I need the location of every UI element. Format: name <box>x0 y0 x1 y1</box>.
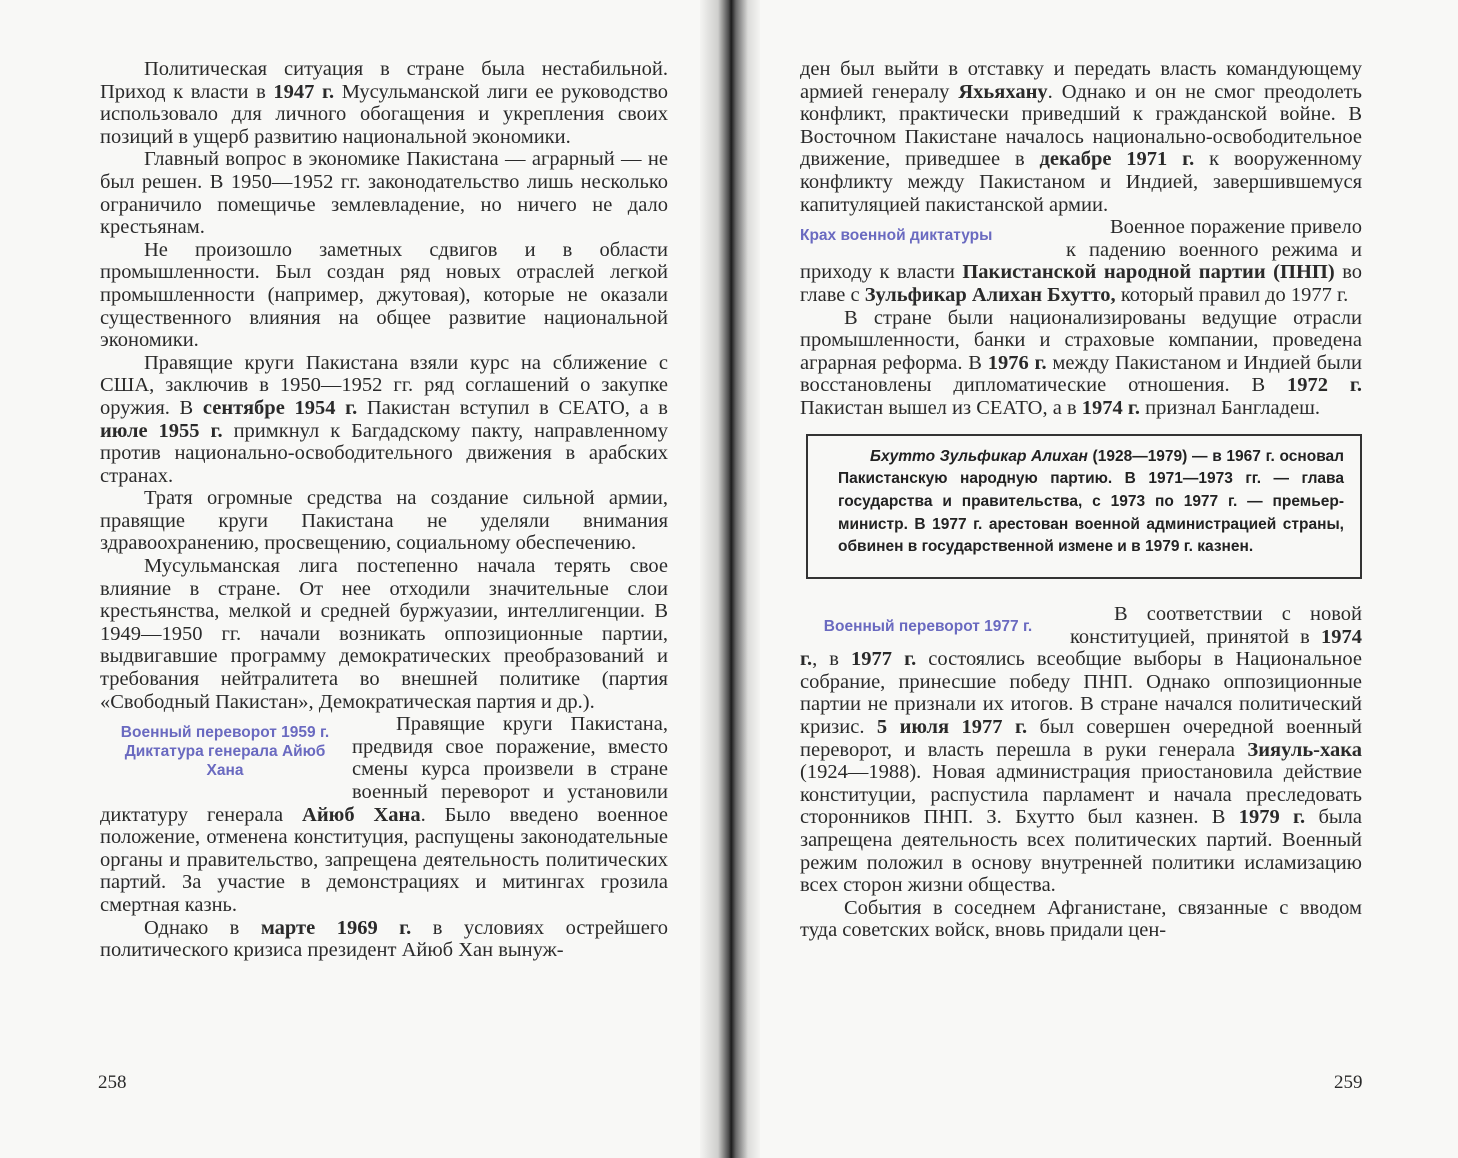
bold-text: марте 1969 г. <box>260 916 412 939</box>
text-run: был совершен очередной военный переворот, и власть перешла в руки генерала <box>800 715 1362 761</box>
paragraph <box>800 307 1362 420</box>
margin-heading-dictatorship-collapse: Крах военной диктатуры <box>800 227 993 245</box>
paragraph <box>100 239 668 352</box>
text-run: ден был выйти в отставку и передать власть командующему армией генералу <box>800 58 1362 103</box>
bold-text: июле 1955 г. <box>100 419 223 442</box>
paragraph <box>100 352 668 488</box>
text-run: . Однако и он не смог преодолеть конфликт, практически приведший к гражданской войне. В Восточном Пакистане началось национально-освободительное движение, приведшее в <box>800 80 1362 171</box>
text-run: признал Бангладеш. <box>1140 396 1321 419</box>
text-run: (1928—1979) — в 1967 г. основал Пакистанскую народную партию. В 1971—1973 гг. — глава государства и правительства, с 1973 по 1977 г. — премьер-министр. В 1977 г. арестован военной администрацией страны, обвинен в государственной измене и в 1979 г. казнен. <box>838 447 1344 556</box>
bold-text: сентябре 1954 г. <box>202 396 358 419</box>
book-spine-shadow <box>700 0 760 1158</box>
bold-text: 1972 г. <box>1287 374 1362 397</box>
italic-text: Бхутто Зульфикар Алихан <box>870 447 1088 465</box>
left-page-text <box>100 58 668 962</box>
page-number-right: 259 <box>1334 1072 1363 1093</box>
text-run: между Пакистаном и Индией были восстановлены дипломатические отношения. В <box>800 351 1362 397</box>
text-run: Не произошло заметных сдвигов и в области промышленности. Был создан ряд новых отраслей легкой промышленности (например, джутовая), которые не оказали существенного влияния на общее развитие национальной экономики. <box>100 238 668 352</box>
biography-box <box>806 434 1362 580</box>
text-run: Тратя огромные средства на создание сильной армии, правящие круги Пакистана не уделяли внимания здравоохранению, просвещению, социальному обеспечению. <box>100 487 668 555</box>
paragraph <box>100 58 668 148</box>
text-run: Однако в <box>144 916 261 939</box>
bold-text: Зульфикар Алихан Бхутто, <box>864 283 1116 306</box>
paragraph <box>100 917 668 962</box>
text-run: Правящие круги Пакистана взяли курс на сближение с США, заключив в 1950—1952 гг. ряд соглашений о закупке оружия. В <box>100 351 668 419</box>
text-run: Политическая ситуация в стране была нестабильной. Приход к власти в <box>100 58 668 103</box>
text-run: В стране были национализированы ведущие отрасли промышленности, банки и страховые компании, проведена аграрная реформа. В <box>800 306 1362 374</box>
text-run: Пакистан вышел из СЕАТО, а в <box>800 396 1082 419</box>
text-run: События в соседнем Афганистане, связанные с вводом туда советских войск, вновь придали цен- <box>800 896 1362 942</box>
text-run: Военное поражение привело к падению военного режима и приходу к власти <box>800 216 1362 284</box>
page-number-left: 258 <box>98 1072 127 1093</box>
bold-text: 1947 г. <box>273 80 335 103</box>
text-run: примкнул к Багдадскому пакту, направленному против национально-освободительного движения в арабских странах. <box>100 419 668 487</box>
bold-text: 1974 г. <box>800 625 1362 671</box>
bold-text: 1976 г. <box>987 351 1047 374</box>
bold-text: 5 июля 1977 г. <box>876 715 1028 738</box>
bold-text: Пакистанской народной партии (ПНП) <box>962 261 1335 284</box>
text-run: Пакистан вступил в СЕАТО, а в <box>357 396 668 419</box>
bold-text: Яхьяхану <box>958 80 1048 103</box>
text-run: (1924—1988). Новая администрация приостановила действие конституции, распустила парламент и начала преследовать сторонников ПНП. З. Бхутто был казнен. В <box>800 761 1362 829</box>
bold-text: Айюб Хана <box>302 803 421 826</box>
margin-heading-1977-coup: Военный переворот 1977 г. <box>823 618 1033 636</box>
paragraph <box>100 487 668 555</box>
paragraph <box>800 603 1362 897</box>
text-run: Мусульманской лиги ее руководство использовало для личного обогащения и укрепления своих позиций в ущерб развитию национальной экономики. <box>100 80 668 148</box>
paragraph <box>100 555 668 713</box>
bold-text: 1979 г. <box>1238 806 1306 829</box>
bold-text: Зияуль-хака <box>1247 738 1362 761</box>
text-run: во главе с <box>800 261 1362 306</box>
paragraph <box>800 897 1362 942</box>
bold-text: 1977 г. <box>851 648 917 671</box>
text-run: состоялись всеобщие выборы в Национальное собрание, принесшие победу ПНП. Однако оппозиционные партии не признали их итогов. В стране начался политический кризис. <box>800 648 1362 738</box>
text-run: который правил до 1977 г. <box>1115 283 1349 306</box>
text-run: Мусульманская лига постепенно начала терять свое влияние в стране. От нее отходили значительные слои крестьянства, мелкой и средней буржуазии, интеллигенции. В 1949—1950 гг. начали возникать оппозиционные партии, выдвигавшие программу демократических преобразований и требования нейтралитета во внешней политике (партия «Свободный Пакистан», Демократическая партия и др.). <box>100 555 668 713</box>
paragraph <box>100 148 668 238</box>
text-run: была запрещена деятельность всех политических партий. Военный режим положил в основу внутренней политики исламизацию всех сторон жизни общества. <box>800 806 1362 897</box>
text-run: Главный вопрос в экономике Пакистана — аграрный — не был решен. В 1950—1952 гг. законодательство лишь несколько ограничило помещичье землевладение, но ничего не дало крестьянам. <box>100 148 668 239</box>
text-run: . Было введено военное положение, отменена конституция, распущены законодательные органы и правительство, запрещена деятельность политических партий. За участие в демонстрациях и митингах грозила смертная казнь. <box>100 803 668 916</box>
text-run: В соответствии с новой конституцией, принятой в <box>1070 603 1362 648</box>
text-run: к вооруженному конфликту между Пакистаном и Индией, завершившемуся капитуляцией пакистанской армии. <box>800 148 1362 216</box>
text-run: , в <box>812 648 852 671</box>
paragraph <box>800 58 1362 216</box>
right-page-text <box>800 58 1362 942</box>
bold-text: 1974 г. <box>1081 396 1141 419</box>
text-run: Правящие круги Пакистана, предвидя свое поражение, вместо смены курса произвели в стране военный переворот и установили диктатуру генерала <box>100 713 668 826</box>
text-run: в условиях острейшего политического кризиса президент Айюб Хан вынуж- <box>100 916 668 962</box>
margin-heading-1959-coup: Военный переворот 1959 г. Диктатура генерала Айюб Хана <box>120 724 330 780</box>
bold-text: декабре 1971 г. <box>1039 148 1195 171</box>
